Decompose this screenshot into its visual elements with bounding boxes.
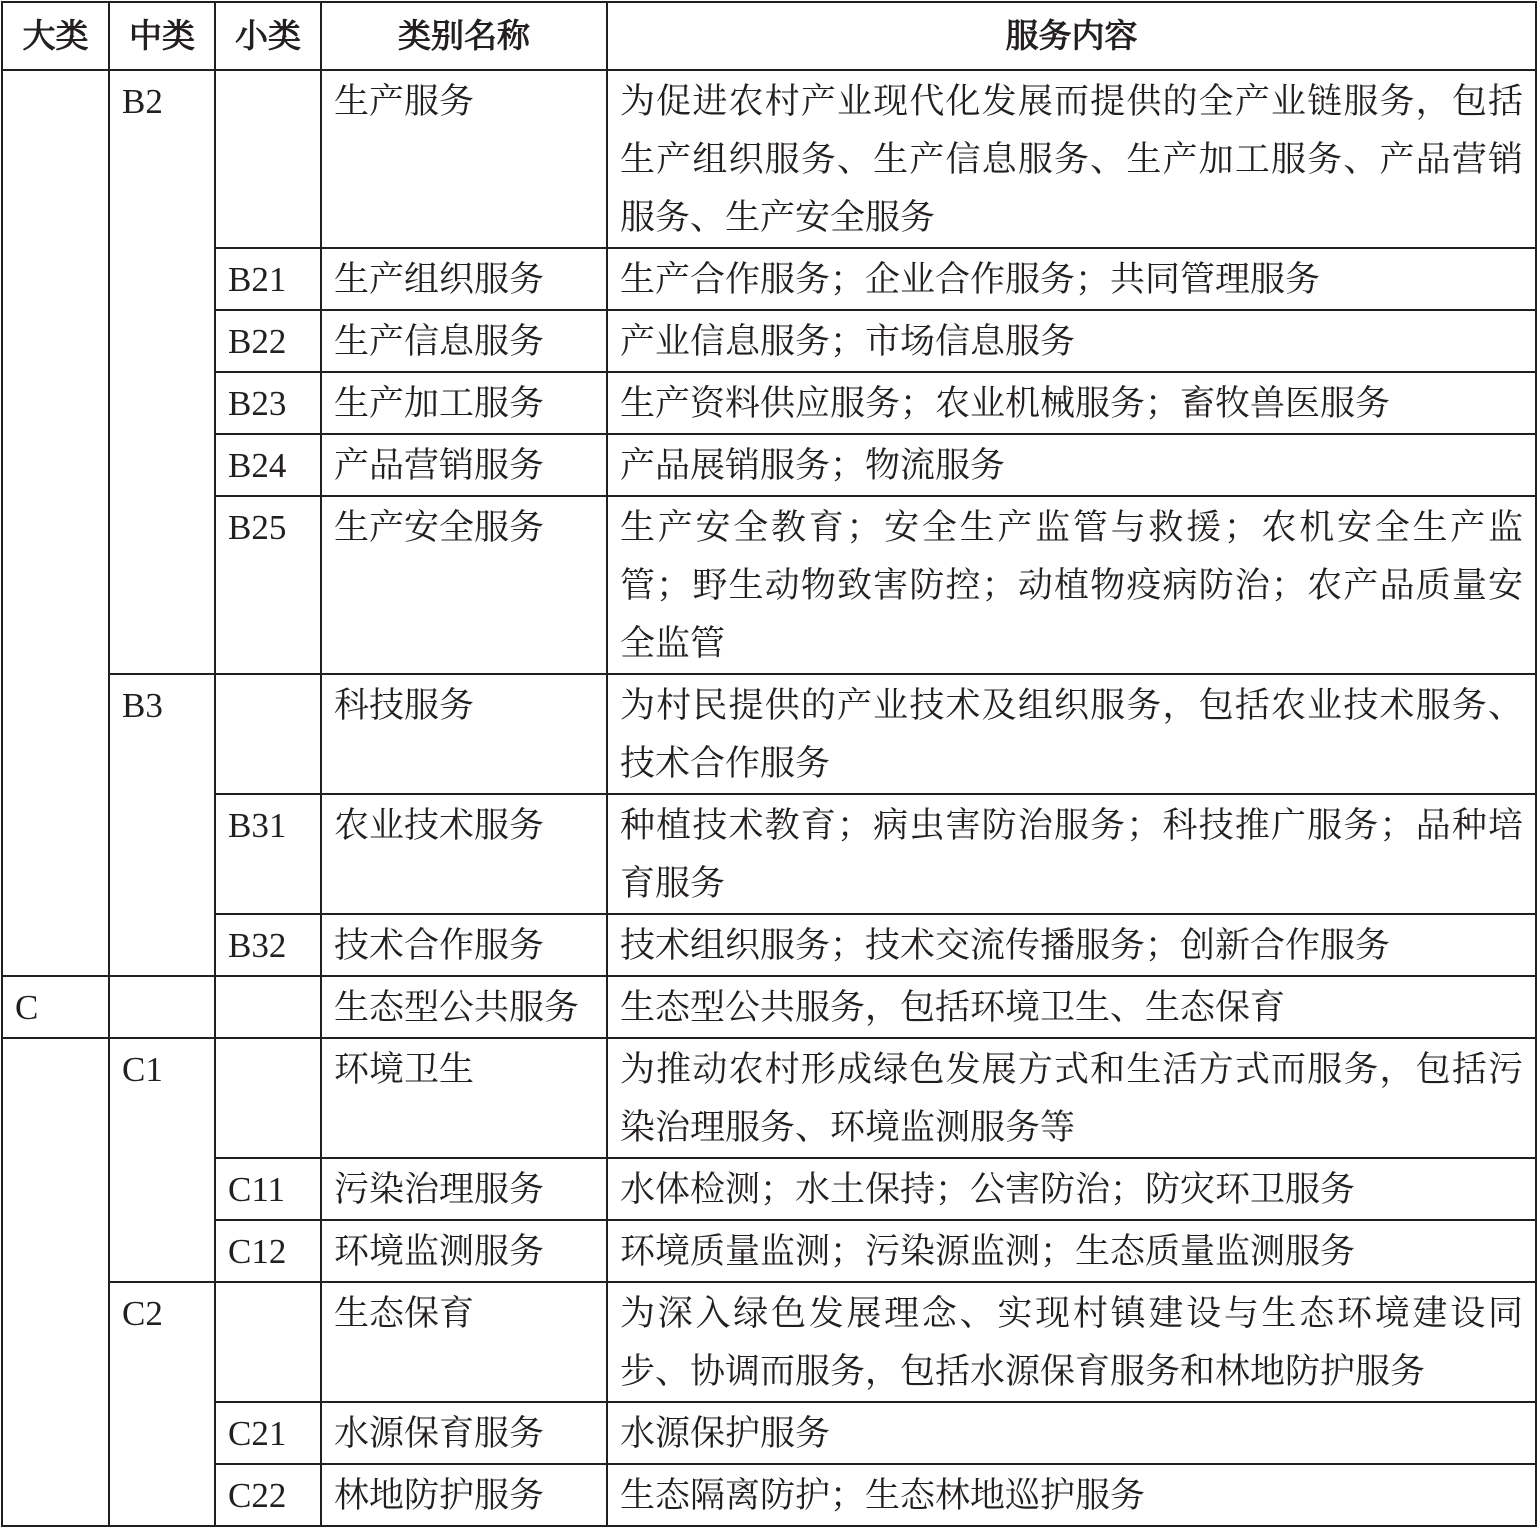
category-name-cell: 科技服务 [321, 674, 607, 794]
table-row [2, 914, 1536, 976]
minor-category-cell: C21 [215, 1402, 321, 1464]
service-content-cell: 水体检测；水土保持；公害防治；防灾环卫服务 [607, 1158, 1536, 1220]
category-name-cell: 生产信息服务 [321, 310, 607, 372]
category-name-cell: 生产服务 [321, 70, 607, 248]
category-name-cell: 林地防护服务 [321, 1464, 607, 1526]
service-content-cell: 生产资料供应服务；农业机械服务；畜牧兽医服务 [607, 372, 1536, 434]
middle-category-cell: B3 [109, 674, 215, 976]
minor-category-cell [215, 976, 321, 1038]
category-name-cell: 生产组织服务 [321, 248, 607, 310]
minor-category-cell: B25 [215, 496, 321, 674]
category-name-cell: 环境卫生 [321, 1038, 607, 1158]
service-content-cell: 生产合作服务；企业合作服务；共同管理服务 [607, 248, 1536, 310]
service-content-cell: 产品展销服务；物流服务 [607, 434, 1536, 496]
table-row [2, 372, 1536, 434]
header-minor-category: 小类 [215, 2, 321, 70]
table-row [2, 674, 1536, 794]
minor-category-cell [215, 674, 321, 794]
category-name-cell: 产品营销服务 [321, 434, 607, 496]
major-category-cell: C [2, 976, 109, 1038]
minor-category-cell: C11 [215, 1158, 321, 1220]
service-content-cell: 为促进农村产业现代化发展而提供的全产业链服务，包括生产组织服务、生产信息服务、生产加工服务、产品营销服务、生产安全服务 [607, 70, 1536, 248]
middle-category-cell [109, 976, 215, 1038]
table-header-row [2, 2, 1536, 70]
table-row [2, 976, 1536, 1038]
table-row [2, 248, 1536, 310]
category-name-cell: 生态型公共服务 [321, 976, 607, 1038]
category-name-cell: 水源保育服务 [321, 1402, 607, 1464]
category-name-cell: 生产安全服务 [321, 496, 607, 674]
table-row [2, 1220, 1536, 1282]
category-name-cell: 技术合作服务 [321, 914, 607, 976]
category-name-cell: 生态保育 [321, 1282, 607, 1402]
minor-category-cell: B21 [215, 248, 321, 310]
table-row [2, 794, 1536, 914]
middle-category-cell: C2 [109, 1282, 215, 1526]
middle-category-cell: B2 [109, 70, 215, 674]
service-content-cell: 生产安全教育；安全生产监管与救援；农机安全生产监管；野生动物致害防控；动植物疫病防治；农产品质量安全监管 [607, 496, 1536, 674]
header-major-category: 大类 [2, 2, 109, 70]
table-row [2, 496, 1536, 674]
table-row [2, 1282, 1536, 1402]
table-row [2, 1402, 1536, 1464]
category-name-cell: 环境监测服务 [321, 1220, 607, 1282]
table-row [2, 1158, 1536, 1220]
service-content-cell: 为村民提供的产业技术及组织服务，包括农业技术服务、技术合作服务 [607, 674, 1536, 794]
major-category-cell [2, 70, 109, 976]
minor-category-cell [215, 70, 321, 248]
minor-category-cell: C22 [215, 1464, 321, 1526]
service-content-cell: 水源保护服务 [607, 1402, 1536, 1464]
minor-category-cell: B22 [215, 310, 321, 372]
category-name-cell: 生产加工服务 [321, 372, 607, 434]
service-classification-table [1, 1, 1537, 1527]
header-service-content: 服务内容 [607, 2, 1536, 70]
middle-category-cell: C1 [109, 1038, 215, 1282]
service-content-cell: 技术组织服务；技术交流传播服务；创新合作服务 [607, 914, 1536, 976]
minor-category-cell: B23 [215, 372, 321, 434]
table-row [2, 1038, 1536, 1158]
category-name-cell: 农业技术服务 [321, 794, 607, 914]
service-content-cell: 为深入绿色发展理念、实现村镇建设与生态环境建设同步、协调而服务，包括水源保育服务和林地防护服务 [607, 1282, 1536, 1402]
service-content-cell: 生态隔离防护；生态林地巡护服务 [607, 1464, 1536, 1526]
header-category-name: 类别名称 [321, 2, 607, 70]
minor-category-cell: B32 [215, 914, 321, 976]
minor-category-cell: B24 [215, 434, 321, 496]
minor-category-cell: B31 [215, 794, 321, 914]
service-content-cell: 种植技术教育；病虫害防治服务；科技推广服务；品种培育服务 [607, 794, 1536, 914]
service-content-cell: 生态型公共服务，包括环境卫生、生态保育 [607, 976, 1536, 1038]
minor-category-cell [215, 1038, 321, 1158]
service-content-cell: 为推动农村形成绿色发展方式和生活方式而服务，包括污染治理服务、环境监测服务等 [607, 1038, 1536, 1158]
table-row [2, 70, 1536, 248]
minor-category-cell: C12 [215, 1220, 321, 1282]
minor-category-cell [215, 1282, 321, 1402]
service-content-cell: 产业信息服务；市场信息服务 [607, 310, 1536, 372]
header-middle-category: 中类 [109, 2, 215, 70]
category-name-cell: 污染治理服务 [321, 1158, 607, 1220]
table-row [2, 434, 1536, 496]
table-row [2, 310, 1536, 372]
major-category-cell [2, 1038, 109, 1526]
service-content-cell: 环境质量监测；污染源监测；生态质量监测服务 [607, 1220, 1536, 1282]
